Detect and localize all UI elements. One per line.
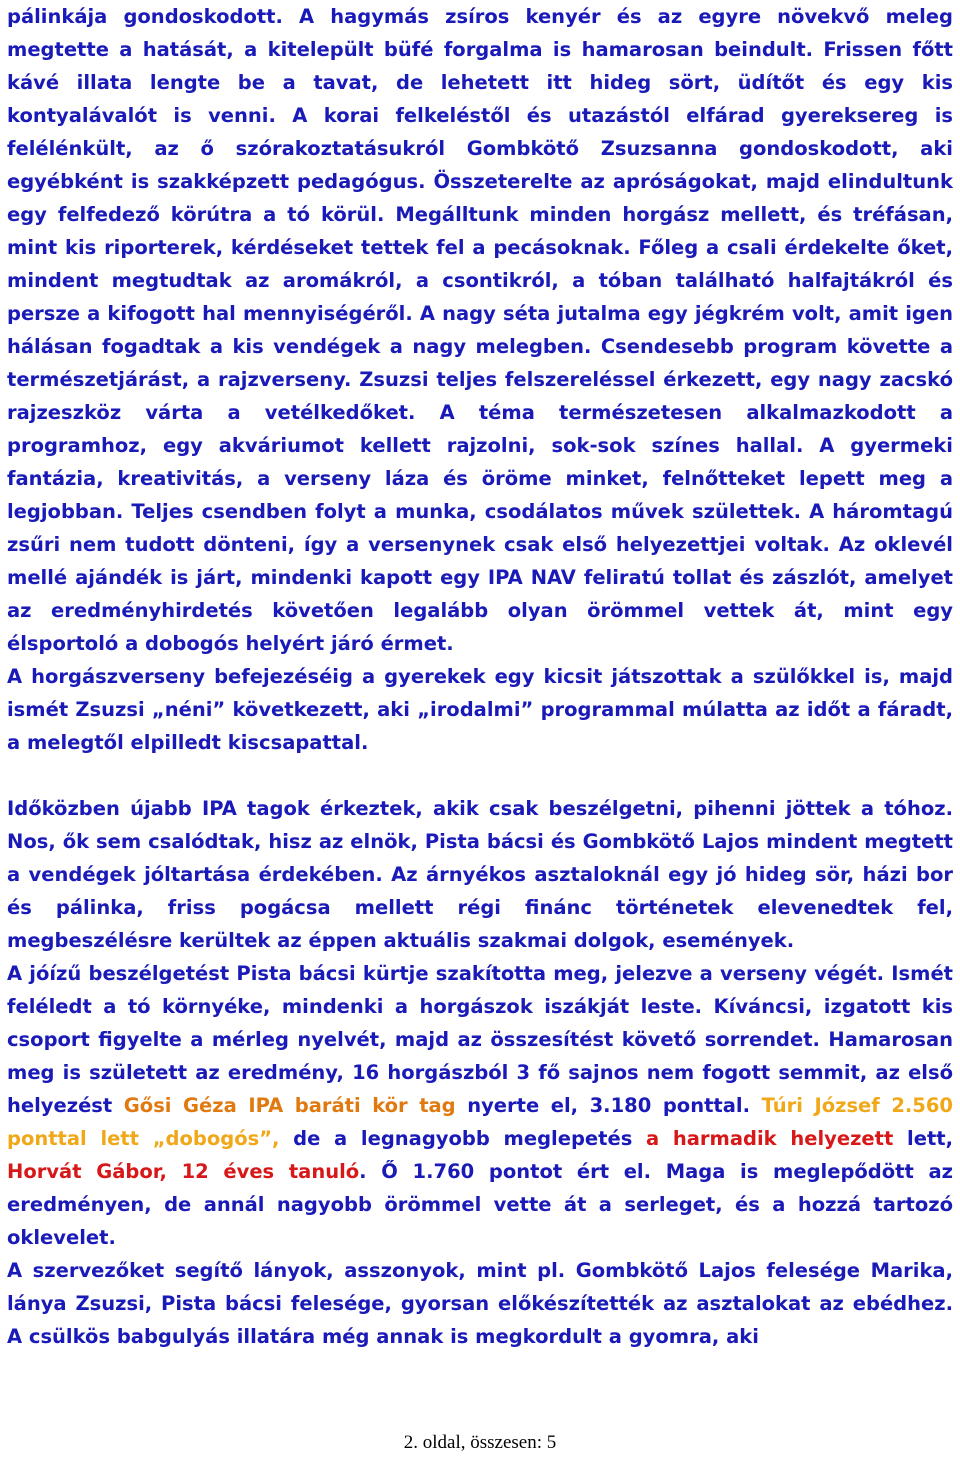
third-place-label: a harmadik helyezett bbox=[646, 1127, 894, 1150]
results-intro-text: A jóízű beszélgetést Pista bácsi kürtje szakította meg, jelezve a verseny végét. Ismét feléledt a tó környéke, mindenki a horgászok iszákját leste. Kíváncsi, izgatott kis csoport figyelte a mérleg nyelvét, majd az összesítést követő sorrendet. Hamarosan meg is született az eredmény, 16 horgászból 3 fő sajnos nem fogott semmit, az első helyezést bbox=[7, 962, 953, 1117]
first-place-score-text: nyerte el, 3.180 ponttal. bbox=[455, 1094, 762, 1117]
first-place-name: Gősi Géza IPA baráti kör tag bbox=[123, 1094, 456, 1117]
surprise-text: de a legnagyobb meglepetés bbox=[279, 1127, 647, 1150]
blank-line bbox=[7, 759, 953, 792]
paragraph-5: A szervezőket segítő lányok, asszonyok, mint pl. Gombkötő Lajos felesége Marika, lánya Zsuzsi, Pista bácsi felesége, gyorsan előkészítették az asztalokat az ebédhez. A csülkös babgulyás illatára még annak is megkordult a gyomra, aki bbox=[7, 1259, 953, 1348]
document-body bbox=[7, 0, 953, 1353]
paragraph-1: pálinkája gondoskodott. A hagymás zsíros kenyér és az egyre növekvő meleg megtette a hatását, a kitelepült büfé forgalma is hamarosan beindult. Frissen főtt kávé illata lengte be a tavat, de lehetett itt hideg sört, üdítőt és egy kis kontyalávalót is venni. A korai felkeléstől és utazástól elfárad gyereksereg is felélénkült, az ő szórakoztatásukról Gombkötő Zsuzsanna gondoskodott, aki egyébként is szakképzett pedagógus. Összeterelte az apróságokat, majd elindultunk egy felfedező körútra a tó körül. Megálltunk minden horgász mellett, és tréfásan, mint kis riporterek, kérdéseket tettek fel a pecásoknak. Főleg a csali érdekelte őket, mindent megtudtak az aromákról, a csontikról, a tóban található halfajtákról és persze a kifogott hal mennyiségéről. A nagy séta jutalma egy jégkrém volt, amit igen hálásan fogadtak a kis vendégek a nagy melegben. Csendesebb program követte a természetjárást, a rajzverseny. Zsuzsi teljes felszereléssel érkezett, egy nagy zacskó rajzeszköz várta a vetélkedőket. A téma természetesen alkalmazkodott a programhoz, egy akváriumot kellett rajzolni, sok-sok színes hallal. A gyermeki fantázia, kreativitás, a verseny láza és öröme minket, felnőtteket lepett meg a legjobban. Teljes csendben folyt a munka, csodálatos művek születtek. A háromtagú zsűri nem tudott dönteni, így a versenynek csak első helyezettjei voltak. Az oklevél mellé ajándék is járt, mindenki kapott egy IPA NAV feliratú tollat és zászlót, amelyet az eredményhirdetés követően legalább olyan örömmel vettek át, mint egy élsportoló a dobogós helyért járó érmet. bbox=[7, 5, 953, 655]
paragraph-3: Időközben újabb IPA tagok érkeztek, akik csak beszélgetni, pihenni jöttek a tóhoz. Nos, ők sem csalódtak, hisz az elnök, Pista bácsi és Gombkötő Lajos mindent megtett a vendégek jóltartása érdekében. Az árnyékos asztaloknál egy jó hideg sör, házi bor és pálinka, friss pogácsa mellett régi finánc történetek elevenedtek fel, megbeszélésre kerültek az éppen aktuális szakmai dolgok, események. bbox=[7, 797, 953, 952]
third-place-score-text: . Ő 1.760 pontot ért el. Maga is meglepődött az eredményen, de annál nagyobb örömmel vette át a serleget, és a hozzá tartozó oklevelet. bbox=[7, 1160, 953, 1249]
paragraph-results bbox=[7, 957, 953, 1254]
paragraph-2: A horgászverseny befejezéséig a gyerekek egy kicsit játszottak a szülőkkel is, majd ismét Zsuzsi „néni” következett, aki „irodalmi” programmal múlatta az időt a fáradt, a melegtől elpilledt kiscsapattal. bbox=[7, 665, 953, 754]
second-place-text: Túri József 2.560 ponttal lett „dobogós”, bbox=[7, 1094, 953, 1150]
third-place-name: Horvát Gábor, 12 éves tanuló bbox=[7, 1160, 360, 1183]
connector-text: lett, bbox=[893, 1127, 953, 1150]
page-number-footer: 2. oldal, összesen: 5 bbox=[403, 1432, 557, 1453]
